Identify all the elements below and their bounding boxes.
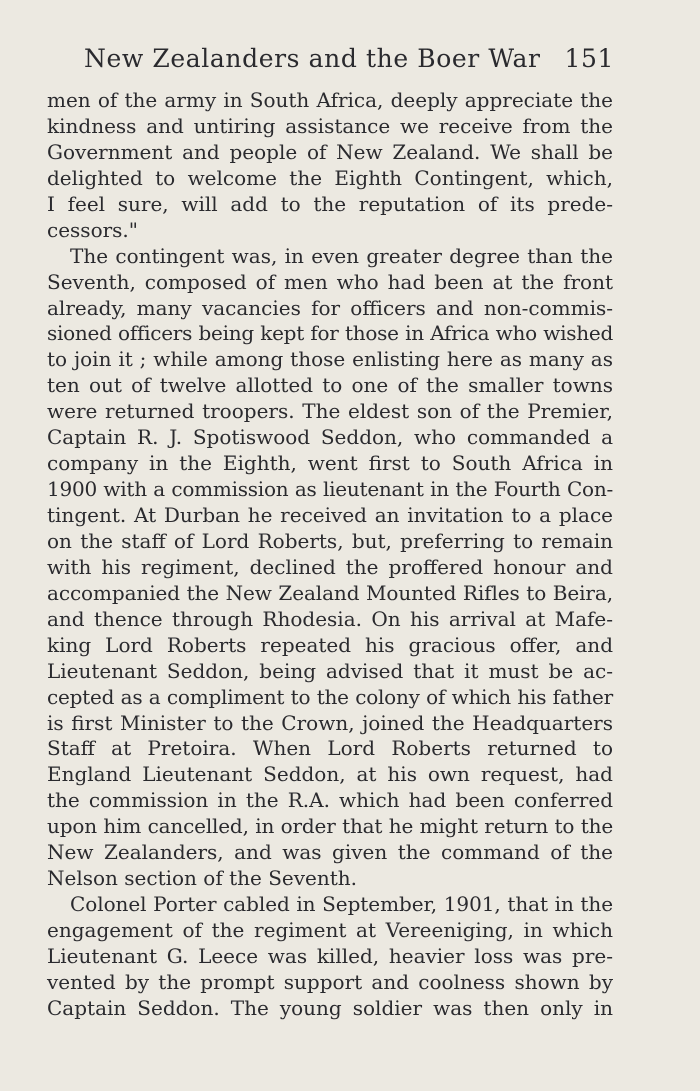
- text-line: 1900 with a commission as lieutenant in the Fourth Con-: [47, 477, 613, 502]
- text-line: king Lord Roberts repeated his gracious offer, and: [47, 632, 613, 657]
- running-title: New Zealanders and the Boer War: [84, 44, 541, 73]
- running-head: [84, 44, 614, 78]
- text-line: Staff at Pretoira. When Lord Roberts returned to: [47, 736, 613, 761]
- text-line: Colonel Porter cabled in September, 1901, that in the: [70, 892, 613, 917]
- text-line: ten out of twelve allotted to one of the smaller towns: [47, 373, 613, 398]
- text-line: cessors.": [47, 217, 138, 242]
- text-line: Lieutenant Seddon, being advised that it must be ac-: [47, 658, 613, 683]
- paragraph: [47, 892, 613, 1022]
- text-line: cepted as a compliment to the colony of which his father: [47, 684, 613, 709]
- text-line: with his regiment, declined the proffered honour and: [47, 554, 613, 579]
- text-line: already, many vacancies for officers and non-commis-: [47, 295, 613, 320]
- text-line: Captain Seddon. The young soldier was then only in: [47, 995, 613, 1020]
- body-text: [47, 88, 613, 1022]
- text-line: engagement of the regiment at Vereeniging, in which: [47, 918, 613, 942]
- text-line: Nelson section of the Seventh.: [47, 866, 358, 891]
- paragraph: [47, 244, 613, 892]
- text-line: tingent. At Durban he received an invitation to a place: [47, 503, 613, 527]
- text-line: to join it ; while among those enlisting here as many as: [47, 347, 613, 372]
- text-line: upon him cancelled, in order that he might return to the: [47, 814, 613, 839]
- text-line: delighted to welcome the Eighth Contingent, which,: [47, 165, 613, 190]
- text-line: I feel sure, will add to the reputation of its prede-: [47, 191, 613, 216]
- text-line: New Zealanders, and was given the command of the: [47, 840, 613, 865]
- text-line: Seventh, composed of men who had been at the front: [47, 269, 613, 294]
- text-line: sioned officers being kept for those in Africa who wished: [47, 321, 613, 346]
- text-line: men of the army in South Africa, deeply appreciate the: [47, 88, 613, 112]
- paragraph: [47, 88, 613, 244]
- text-line: the commission in the R.A. which had been conferred: [47, 788, 613, 813]
- text-line: The contingent was, in even greater degree than the: [70, 243, 613, 268]
- text-line: accompanied the New Zealand Mounted Rifles to Beira,: [47, 580, 613, 605]
- text-line: kindness and untiring assistance we receive from the: [47, 113, 613, 138]
- text-line: vented by the prompt support and coolness shown by: [47, 969, 613, 994]
- page-number: 151: [564, 44, 614, 73]
- text-line: England Lieutenant Seddon, at his own request, had: [47, 762, 613, 787]
- text-line: on the staff of Lord Roberts, but, preferring to remain: [47, 528, 613, 553]
- text-line: company in the Eighth, went first to South Africa in: [47, 451, 613, 476]
- text-line: Lieutenant G. Leece was killed, heavier loss was pre-: [47, 943, 613, 968]
- text-line: and thence through Rhodesia. On his arrival at Mafe-: [47, 606, 613, 631]
- text-line: is first Minister to the Crown, joined the Headquarters: [47, 710, 613, 735]
- text-line: Captain R. J. Spotiswood Seddon, who commanded a: [47, 425, 613, 450]
- text-line: were returned troopers. The eldest son of the Premier,: [47, 399, 613, 424]
- text-line: Government and people of New Zealand. We shall be: [47, 139, 613, 164]
